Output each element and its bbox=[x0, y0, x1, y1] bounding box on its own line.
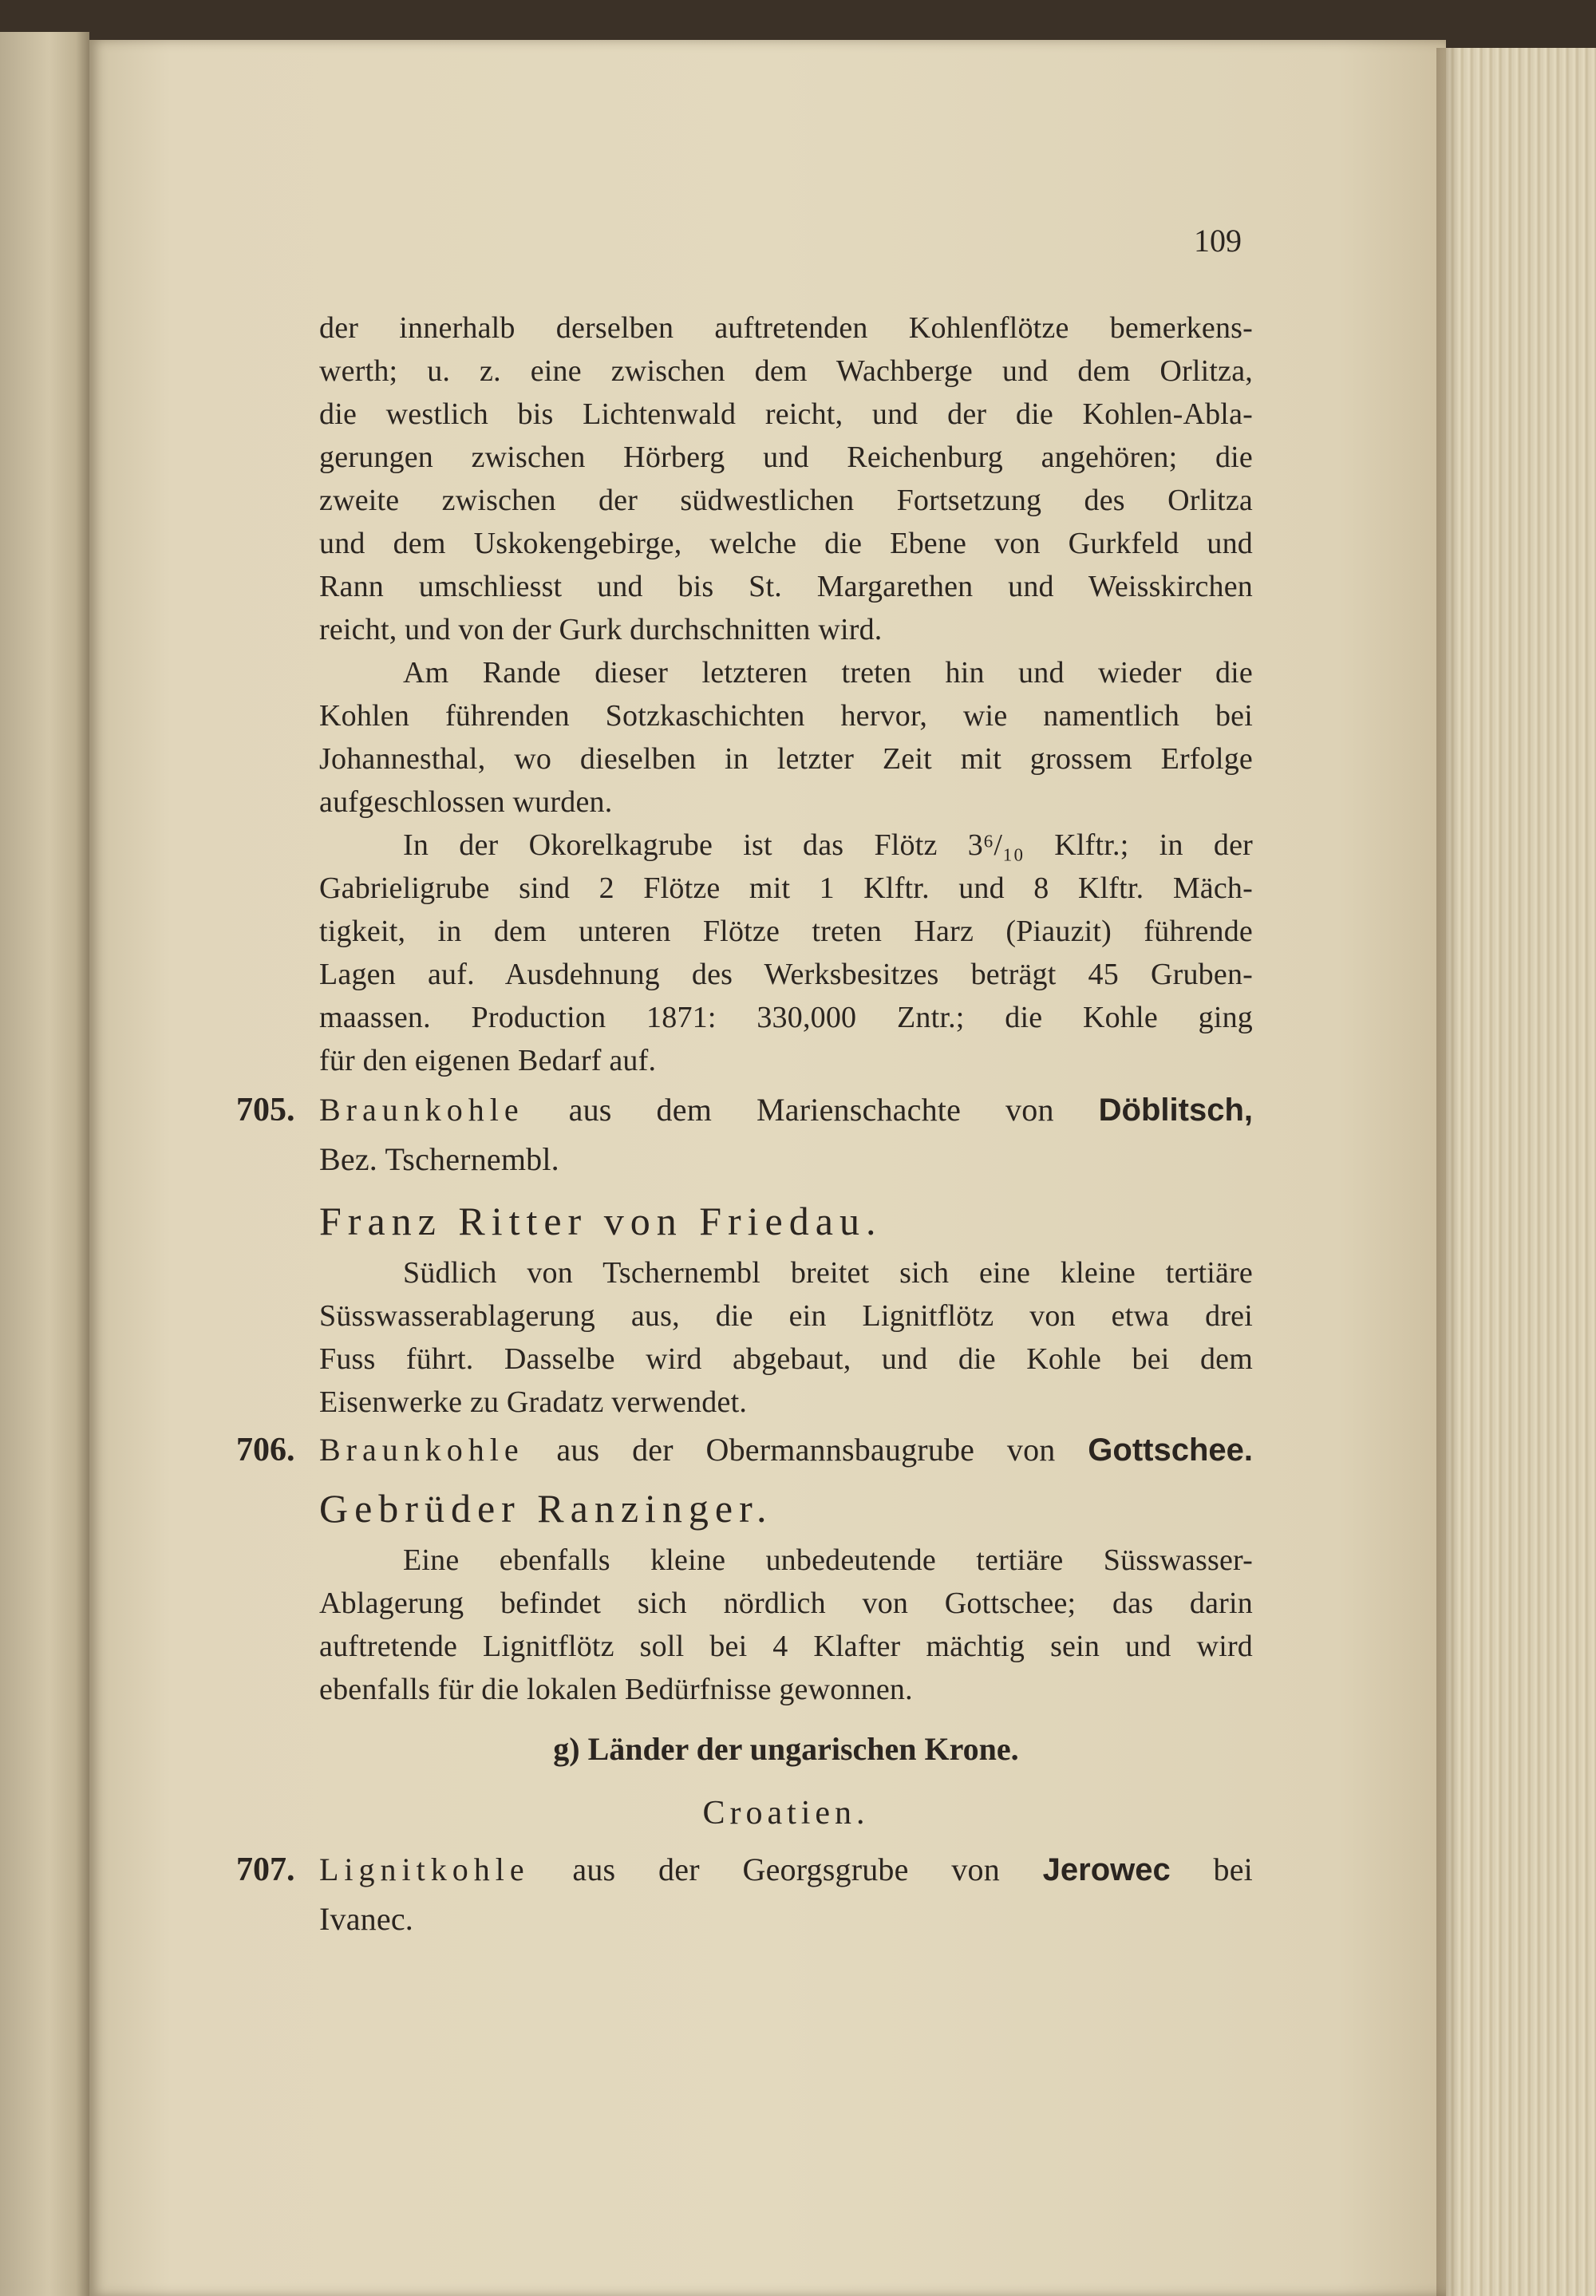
entry-text-tail: bei bbox=[1170, 1851, 1253, 1887]
subsection-heading: Croatien. bbox=[702, 1795, 870, 1832]
entry-text: aus der Obermannsbaugrube von bbox=[523, 1432, 1088, 1468]
text-line: gerungen zwischen Hörberg und Reichenburg angehören; die bbox=[319, 441, 1253, 474]
page-number: 109 bbox=[1194, 223, 1242, 259]
text-line: Süsswasserablagerung aus, die ein Lignitflötz von etwa drei bbox=[319, 1299, 1253, 1333]
entry-place: Gottschee. bbox=[1088, 1433, 1253, 1468]
text-line: Kohlen führenden Sotzkaschichten hervor, wie namentlich bei bbox=[319, 699, 1253, 733]
text-line: Ablagerung befindet sich nördlich von Gottschee; das darin bbox=[319, 1587, 1253, 1620]
text-line: die westlich bis Lichtenwald reicht, und der die Kohlen-Abla- bbox=[319, 397, 1253, 431]
entry-place: Döblitsch, bbox=[1098, 1093, 1253, 1128]
text-line: reicht, und von der Gurk durchschnitten wird. bbox=[319, 613, 883, 646]
text-line: Gabrieligrube sind 2 Flötze mit 1 Klftr. und 8 Klftr. Mäch- bbox=[319, 871, 1253, 905]
section-heading: g) Länder der ungarischen Krone. bbox=[553, 1731, 1019, 1767]
text-line: Johannesthal, wo dieselben in letzter Zeit mit grossem Erfolge bbox=[319, 742, 1253, 776]
text-line: der innerhalb derselben auftretenden Kohlenflötze bemerkens- bbox=[319, 311, 1253, 345]
text-line: In der Okorelkagrube ist das Flötz 3⁶/₁₀ Klftr.; in der bbox=[403, 828, 1253, 862]
entry-place: Jerowec bbox=[1042, 1852, 1171, 1887]
entry-number: 706. bbox=[236, 1432, 295, 1468]
text-line: maassen. Production 1871: 330,000 Zntr.; die Kohle ging bbox=[319, 1001, 1253, 1034]
exhibitor-heading: Franz Ritter von Friedau. bbox=[319, 1199, 883, 1243]
entry-material: Braunkohle bbox=[319, 1092, 524, 1128]
text-line: werth; u. z. eine zwischen dem Wachberge und dem Orlitza, bbox=[319, 354, 1253, 388]
text-line: aufgeschlossen wurden. bbox=[319, 785, 613, 819]
right-page-edges bbox=[1446, 48, 1596, 2296]
entry-705 bbox=[319, 1090, 1253, 1130]
text-line: Bez. Tschernembl. bbox=[319, 1141, 559, 1177]
text-line: ebenfalls für die lokalen Bedürfnisse gewonnen. bbox=[319, 1673, 913, 1706]
left-page-edge bbox=[0, 32, 89, 2296]
entry-707 bbox=[319, 1850, 1253, 1890]
text-line: zweite zwischen der südwestlichen Fortsetzung des Orlitza bbox=[319, 484, 1253, 517]
text-line: Lagen auf. Ausdehnung des Werksbesitzes beträgt 45 Gruben- bbox=[319, 958, 1253, 991]
text-line: auftretende Lignitflötz soll bei 4 Klafter mächtig sein und wird bbox=[319, 1630, 1253, 1663]
entry-706 bbox=[319, 1430, 1253, 1470]
entry-material: Lignitkohle bbox=[319, 1851, 530, 1887]
text-line: Rann umschliesst und bis St. Margarethen und Weisskirchen bbox=[319, 570, 1253, 603]
text-line: Am Rande dieser letzteren treten hin und wieder die bbox=[403, 656, 1253, 690]
entry-number: 705. bbox=[236, 1092, 295, 1128]
entry-text: aus der Georgsgrube von bbox=[529, 1851, 1043, 1887]
entry-text: aus dem Marienschachte von bbox=[523, 1092, 1099, 1128]
text-line: Eisenwerke zu Gradatz verwendet. bbox=[319, 1385, 748, 1419]
page-edge-shadow bbox=[1436, 48, 1460, 2296]
entry-number: 707. bbox=[236, 1851, 295, 1888]
text-line: Eine ebenfalls kleine unbedeutende tertiäre Süsswasser- bbox=[403, 1543, 1253, 1577]
text-line: tigkeit, in dem unteren Flötze treten Harz (Piauzit) führende bbox=[319, 915, 1253, 948]
text-line: und dem Uskokengebirge, welche die Ebene von Gurkfeld und bbox=[319, 527, 1253, 560]
text-line: Südlich von Tschernembl breitet sich eine kleine tertiäre bbox=[403, 1256, 1253, 1290]
text-line: Ivanec. bbox=[319, 1901, 413, 1937]
exhibitor-heading: Gebrüder Ranzinger. bbox=[319, 1486, 773, 1531]
text-line: Fuss führt. Dasselbe wird abgebaut, und die Kohle bei dem bbox=[319, 1342, 1253, 1376]
entry-material: Braunkohle bbox=[319, 1432, 524, 1468]
text-line: für den eigenen Bedarf auf. bbox=[319, 1044, 657, 1077]
